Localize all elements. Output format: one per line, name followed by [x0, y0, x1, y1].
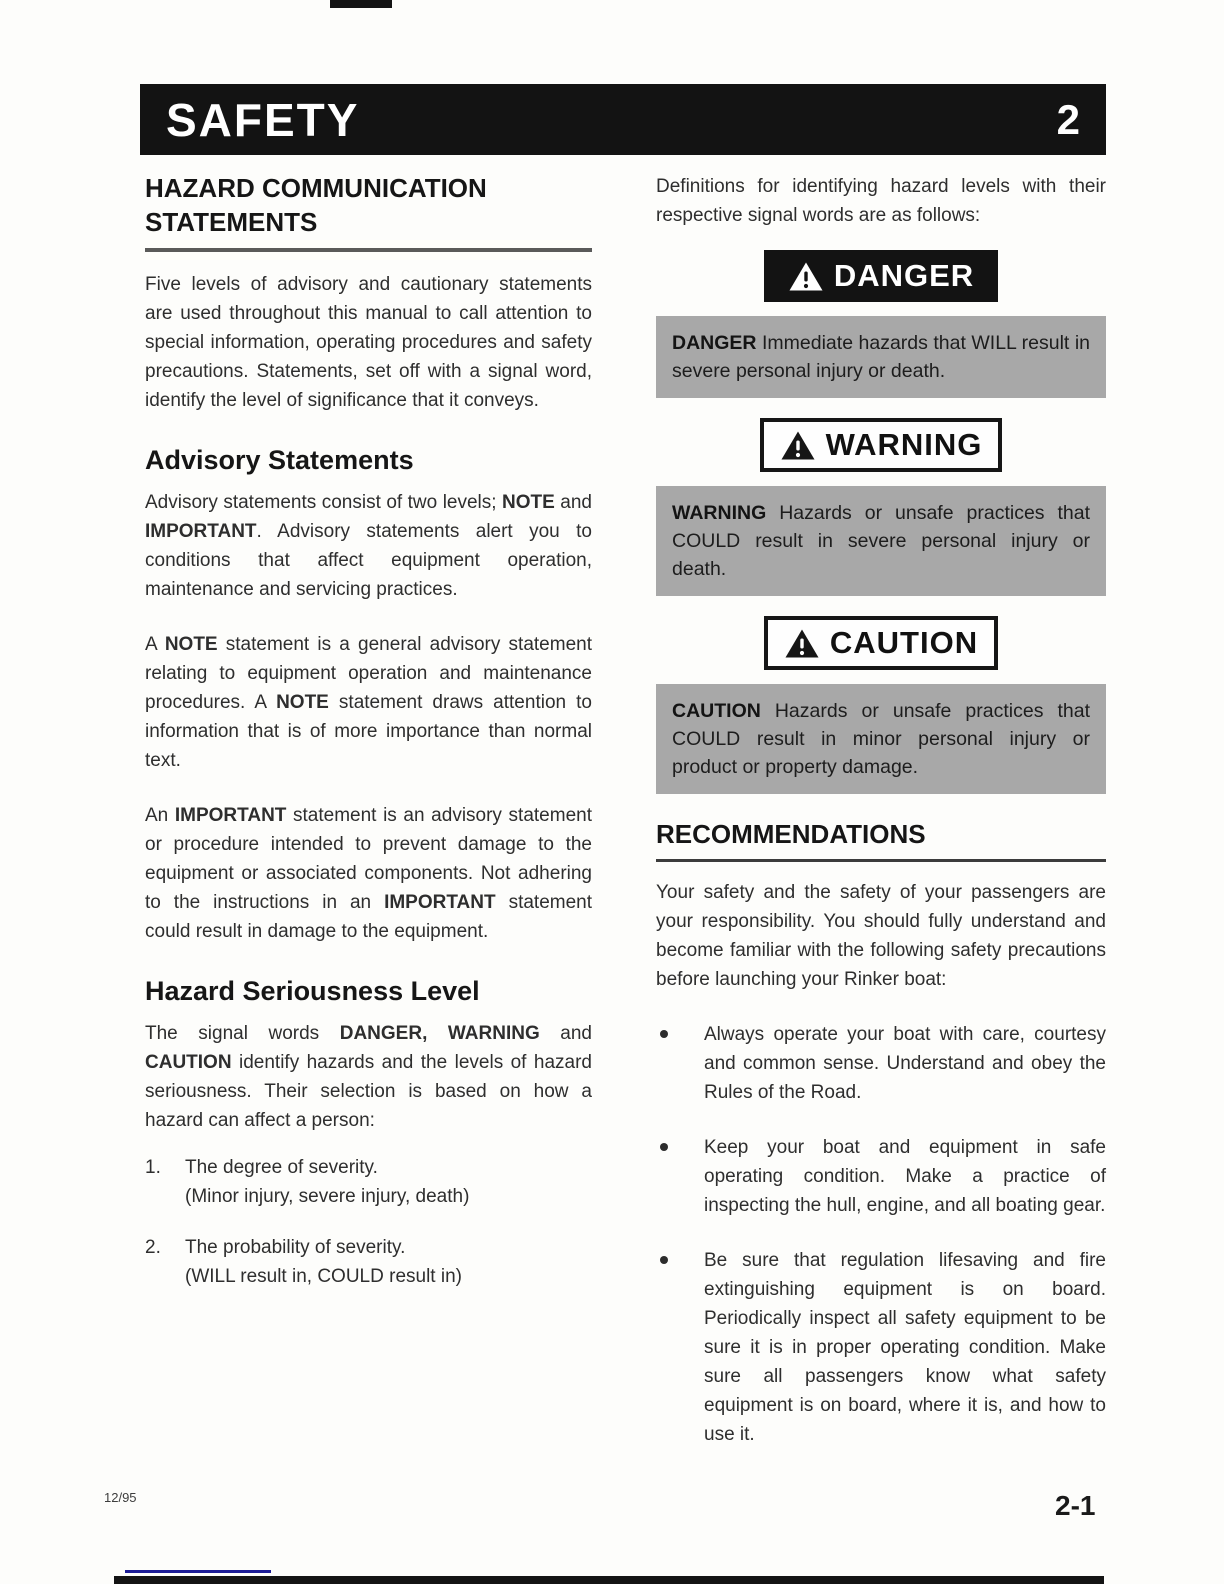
- warning-triangle-icon: [780, 430, 816, 461]
- bullet-icon: [656, 1246, 704, 1449]
- danger-signal-label: DANGER: [833, 258, 975, 293]
- heading-underline: [145, 248, 592, 252]
- list-item: [145, 1153, 592, 1211]
- bullet-icon: [656, 1133, 704, 1220]
- definitions-paragraph: Definitions for identifying hazard levels with their respective signal words are as follows:: [656, 176, 1106, 226]
- list-item-number: 1.: [145, 1156, 161, 1178]
- page-edge-bar: [114, 1576, 1104, 1584]
- heading-underline: [656, 859, 1106, 862]
- footer-accent-line: [125, 1570, 271, 1573]
- caution-signal-label: CAUTION: [829, 625, 979, 660]
- advisory-statements-heading: Advisory Statements: [145, 444, 414, 475]
- warning-description-box: WARNING Hazards or unsafe practices that COULD result in severe personal injury or death.: [656, 486, 1106, 596]
- hazard-seriousness-paragraph: The signal words DANGER, WARNING and CAUTION identify hazards and the levels of hazard seriousness. Their selection is based on how a hazard can affect a person:: [145, 1022, 592, 1131]
- list-item: [656, 1246, 1106, 1449]
- list-item-line1: The probability of severity.: [185, 1236, 406, 1258]
- caution-signal-plate: [764, 616, 998, 670]
- recommendations-paragraph: Your safety and the safety of your passengers are your responsibility. You should fully understand and become familiar with the following safety precautions before launching your Rinker boat:: [656, 881, 1106, 990]
- warning-triangle-icon: [784, 628, 820, 659]
- advisory-paragraph-3: An IMPORTANT statement is an advisory statement or procedure intended to prevent damage to the equipment or associated components. Not adhering to the instructions in an IMPORTANT statement could result in damage to the equipment.: [145, 804, 592, 942]
- list-item-number: 2.: [145, 1236, 161, 1258]
- bullet-text: Always operate your boat with care, courtesy and common sense. Understand and obey the Rules of the Road.: [704, 1023, 1106, 1103]
- list-item-line2: (WILL result in, COULD result in): [185, 1265, 462, 1287]
- advisory-paragraph-2: A NOTE statement is a general advisory statement relating to equipment operation and maintenance procedures. A NOTE statement draws attention to information that is of more importance than normal text.: [145, 633, 592, 771]
- chapter-header-bar: [140, 84, 1106, 155]
- advisory-paragraph-1: Advisory statements consist of two levels; NOTE and IMPORTANT. Advisory statements alert you to conditions that affect equipment operation, maintenance and servicing practices.: [145, 491, 592, 600]
- bullet-text: Keep your boat and equipment in safe operating condition. Make a practice of inspecting the hull, engine, and all boating gear.: [704, 1136, 1106, 1216]
- caution-description-box: CAUTION Hazards or unsafe practices that COULD result in minor personal injury or product or property damage.: [656, 684, 1106, 794]
- hazard-seriousness-heading: Hazard Seriousness Level: [145, 975, 480, 1006]
- recommendations-heading: RECOMMENDATIONS: [656, 819, 926, 849]
- bullet-text: Be sure that regulation lifesaving and fire extinguishing equipment is on board. Periodically inspect all safety equipment to be sure it is in proper operating condition. Make sure all passengers know what safety equipment is on board, where it is, and how to use it.: [704, 1249, 1106, 1445]
- revision-date: 12/95: [104, 1490, 137, 1505]
- list-item-line2: (Minor injury, severe injury, death): [185, 1185, 470, 1207]
- list-item: [656, 1020, 1106, 1107]
- page-title: SAFETY: [166, 93, 360, 146]
- danger-signal-plate: [764, 250, 998, 302]
- right-column: [656, 172, 1106, 1475]
- page-number: 2-1: [1055, 1490, 1096, 1521]
- bullet-icon: [656, 1020, 704, 1107]
- warning-triangle-icon: [788, 261, 824, 292]
- list-item: [656, 1133, 1106, 1220]
- scan-edge-mark: [330, 0, 392, 8]
- danger-description-box: DANGER Immediate hazards that WILL result in severe personal injury or death.: [656, 316, 1106, 398]
- warning-signal-plate: [760, 418, 1003, 472]
- list-item-line1: The degree of severity.: [185, 1156, 378, 1178]
- chapter-number: 2: [1056, 95, 1080, 143]
- warning-signal-label: WARNING: [825, 427, 983, 462]
- hazard-communication-paragraph: Five levels of advisory and cautionary statements are used throughout this manual to call attention to special information, operating procedures and safety precautions. Statements, set off with a signal word, identify the level of significance that it conveys.: [145, 273, 592, 411]
- left-column: [145, 172, 592, 1313]
- hazard-communication-heading: HAZARD COMMUNICATION STATEMENTS: [145, 173, 487, 237]
- list-item: [145, 1233, 592, 1291]
